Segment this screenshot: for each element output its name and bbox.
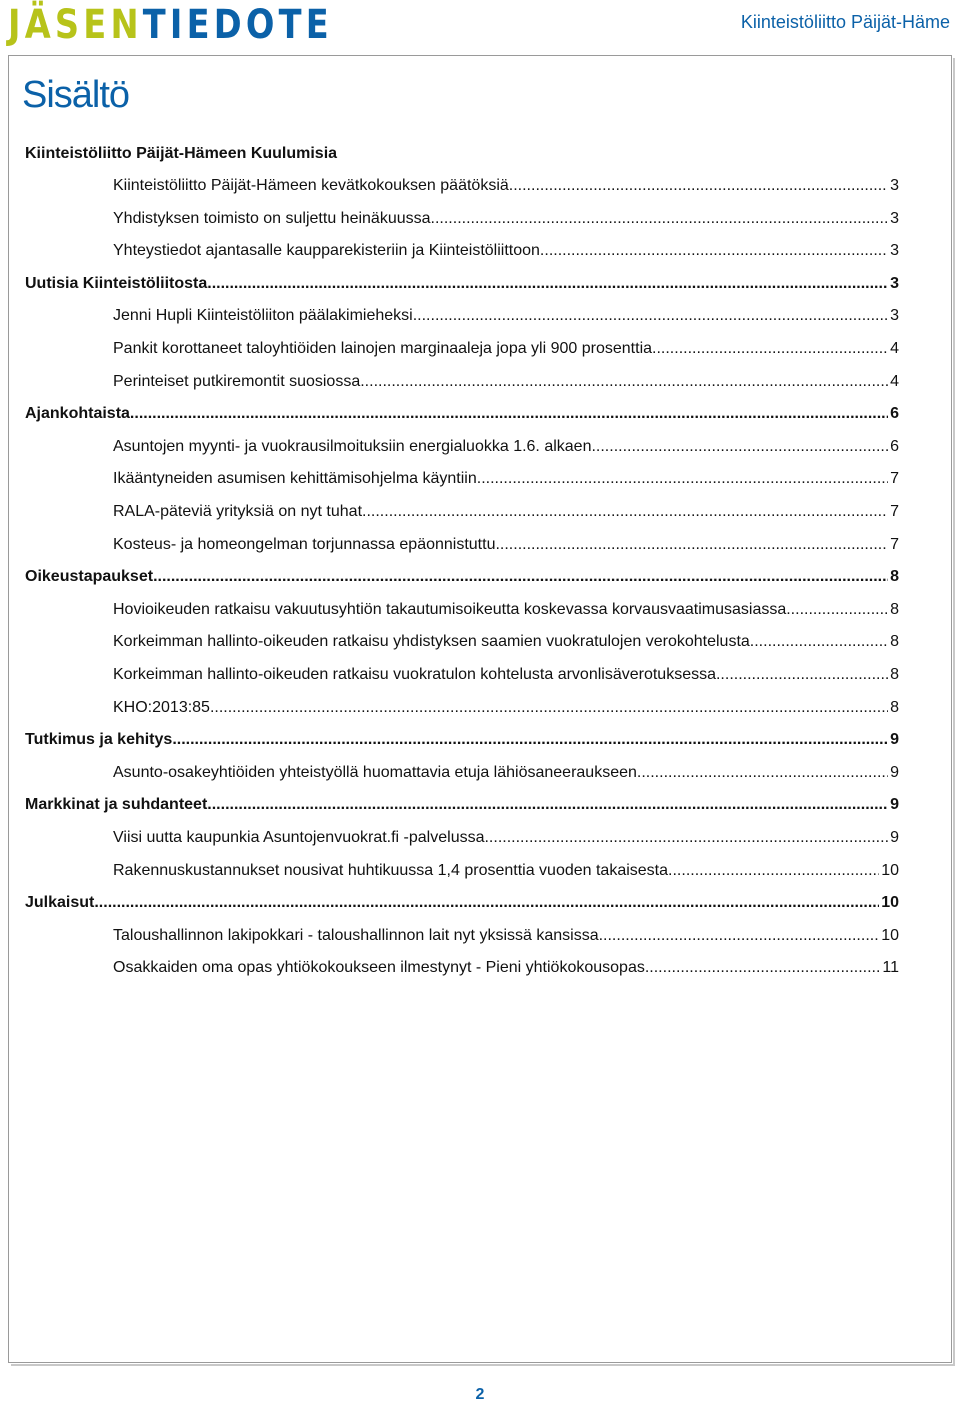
- toc-leader-dots: [599, 925, 880, 947]
- toc-entry-page: 8: [890, 600, 899, 618]
- toc-entry-title: Jenni Hupli Kiinteistöliiton päälakimieheksi: [113, 307, 413, 325]
- toc-leader-dots: [210, 697, 888, 719]
- toc-entry[interactable]: [25, 892, 899, 914]
- logo-part-tiedote: TIEDOTE: [142, 2, 333, 48]
- toc-entry[interactable]: [113, 338, 899, 360]
- toc-entry-title: Tutkimus ja kehitys: [25, 731, 173, 749]
- toc-entry[interactable]: [113, 697, 899, 719]
- toc-entry[interactable]: [113, 925, 899, 947]
- toc-entry-title: Kiinteistöliitto Päijät-Hämeen kevätkokouksen päätöksiä: [113, 177, 509, 194]
- toc-entry-title: Ikääntyneiden asumisen kehittämisohjelma käyntiin: [113, 470, 477, 488]
- toc-entry-page: 3: [890, 209, 899, 227]
- logo-part-jasen: JÄSEN: [8, 2, 143, 48]
- toc-entry-title: RALA-päteviä yrityksiä on nyt tuhat: [113, 503, 363, 520]
- toc-leader-dots: [130, 403, 888, 425]
- toc-entry-title: Kosteus- ja homeongelman torjunnassa epäonnistuttu: [113, 535, 496, 553]
- toc-entry-title: Osakkaiden oma opas yhtiökokoukseen ilmestynyt - Pieni yhtiökokousopas: [113, 959, 645, 977]
- toc-entry-page: 10: [881, 926, 899, 944]
- toc-entry[interactable]: [113, 208, 899, 230]
- toc-leader-dots: [591, 436, 888, 458]
- toc-leader-dots: [540, 240, 888, 262]
- toc-entry-title: Yhdistyksen toimisto on suljettu heinäkuussa: [113, 209, 431, 227]
- toc-entry-page: 7: [890, 535, 899, 553]
- toc-leader-dots: [153, 566, 888, 588]
- toc-entry[interactable]: [113, 534, 899, 556]
- toc-entry[interactable]: [113, 501, 899, 523]
- toc-entry-title: KHO:2013:85: [113, 698, 210, 716]
- toc-entry[interactable]: [113, 631, 899, 653]
- toc-entry-title: Yhteystiedot ajantasalle kaupparekisteriin ja Kiinteistöliittoon: [113, 242, 540, 260]
- toc-entry-title: Asuntojen myynti- ja vuokrausilmoituksiin energialuokka 1.6. alkaen: [113, 437, 592, 455]
- toc-heading: Kiinteistöliitto Päijät-Hämeen Kuulumisia: [25, 145, 338, 162]
- toc-entry[interactable]: [113, 860, 899, 882]
- organization-name: Kiinteistöliitto Päijät-Häme: [740, 12, 950, 32]
- toc-entry-page: 10: [881, 861, 899, 879]
- toc-entry-page: 7: [890, 503, 899, 520]
- toc-entry[interactable]: [113, 240, 899, 262]
- toc-entry-page: 9: [890, 731, 899, 749]
- toc-entry-page: 3: [890, 242, 899, 260]
- toc-title: Sisältö: [22, 74, 130, 116]
- toc-entry[interactable]: [25, 403, 899, 425]
- toc-entry[interactable]: [25, 794, 899, 816]
- toc-entry-title: Hovioikeuden ratkaisu vakuutusyhtiön takautumisoikeutta koskevassa korvausvaatimusasiassa: [113, 600, 787, 618]
- toc-entry-title: Asunto-osakeyhtiöiden yhteistyöllä huomattavia etuja lähiösaneeraukseen: [113, 763, 637, 781]
- toc-leader-dots: [645, 957, 881, 979]
- toc-entry[interactable]: [113, 468, 899, 490]
- toc-leader-dots: [207, 794, 888, 816]
- toc-leader-dots: [207, 273, 888, 295]
- toc-entry-page: 8: [890, 568, 899, 586]
- toc-entry-title: Rakennuskustannukset nousivat huhtikuussa 1,4 prosenttia vuoden takaisesta: [113, 861, 669, 879]
- toc-entry-page: 9: [890, 796, 899, 814]
- toc-leader-dots: [668, 860, 879, 882]
- toc-entry-title: Taloushallinnon lakipokkari - taloushallinnon lait nyt yksissä kansissa: [113, 926, 599, 944]
- toc-entry-title: Perinteiset putkiremontit suosiossa: [113, 372, 361, 390]
- toc-entry-page: 6: [890, 405, 899, 423]
- toc-entry[interactable]: [113, 762, 899, 784]
- toc-leader-dots: [477, 468, 888, 490]
- toc-entry[interactable]: [113, 305, 899, 327]
- toc-leader-dots: [94, 892, 879, 914]
- toc-entry-title: Oikeustapaukset: [25, 568, 154, 586]
- toc-entry[interactable]: [113, 175, 899, 197]
- toc-entry-title: Korkeimman hallinto-oikeuden ratkaisu vuokratulon kohtelusta arvonlisäverotuksessa: [113, 666, 716, 683]
- toc-entry-title: Julkaisut: [25, 894, 95, 912]
- toc-entry-title: Ajankohtaista: [25, 405, 130, 423]
- toc-leader-dots: [362, 501, 888, 523]
- toc-entry[interactable]: [113, 599, 899, 621]
- toc-entry-page: 3: [890, 307, 899, 325]
- toc-entry[interactable]: [113, 827, 899, 849]
- toc-entry-page: 6: [890, 437, 899, 455]
- toc-entry[interactable]: [113, 436, 899, 458]
- toc-entry-page: 4: [890, 372, 899, 390]
- logo: [8, 0, 333, 50]
- toc-leader-dots: [484, 827, 888, 849]
- toc-entry[interactable]: [25, 566, 899, 588]
- toc-leader-dots: [637, 762, 888, 784]
- toc-entry[interactable]: [113, 664, 899, 686]
- toc-leader-dots: [750, 631, 888, 653]
- toc-leader-dots: [360, 371, 888, 393]
- toc-entry[interactable]: [113, 957, 899, 979]
- toc-entry-page: 11: [882, 959, 899, 977]
- toc-entry-title: Pankit korottaneet taloyhtiöiden lainojen marginaaleja jopa yli 900 prosenttia: [113, 340, 653, 357]
- page-number: 2: [475, 1386, 485, 1403]
- toc-entry[interactable]: [25, 729, 899, 751]
- toc-entry-title: Uutisia Kiinteistöliitosta: [25, 274, 208, 292]
- toc-leader-dots: [413, 305, 888, 327]
- toc-leader-dots: [431, 208, 889, 230]
- toc-leader-dots: [172, 729, 888, 751]
- toc-entry-page: 10: [881, 894, 899, 912]
- toc-leader-dots: [495, 534, 888, 556]
- toc-entry[interactable]: [113, 371, 899, 393]
- toc-entry-page: 8: [890, 633, 899, 651]
- toc-entry-page: 3: [890, 177, 899, 194]
- toc-entry[interactable]: [25, 273, 899, 295]
- toc-entry-page: 3: [890, 274, 899, 292]
- toc-entry-page: 9: [890, 829, 899, 846]
- toc-entry-page: 9: [890, 763, 899, 781]
- toc-leader-dots: [786, 599, 888, 621]
- toc-leader-dots: [509, 175, 888, 197]
- toc-entry-title: Viisi uutta kaupunkia Asuntojenvuokrat.fi -palvelussa: [113, 829, 485, 846]
- toc-entry-page: 4: [890, 340, 899, 357]
- toc-entry-page: 7: [890, 470, 899, 488]
- toc-entry-title: Korkeimman hallinto-oikeuden ratkaisu yhdistyksen saamien vuokratulojen verokohtelusta: [113, 633, 750, 651]
- toc-leader-dots: [652, 338, 888, 360]
- toc-entry-title: Markkinat ja suhdanteet: [25, 796, 208, 814]
- toc-entry-page: 8: [890, 666, 899, 683]
- toc-leader-dots: [716, 664, 888, 686]
- toc-entry-page: 8: [890, 698, 899, 716]
